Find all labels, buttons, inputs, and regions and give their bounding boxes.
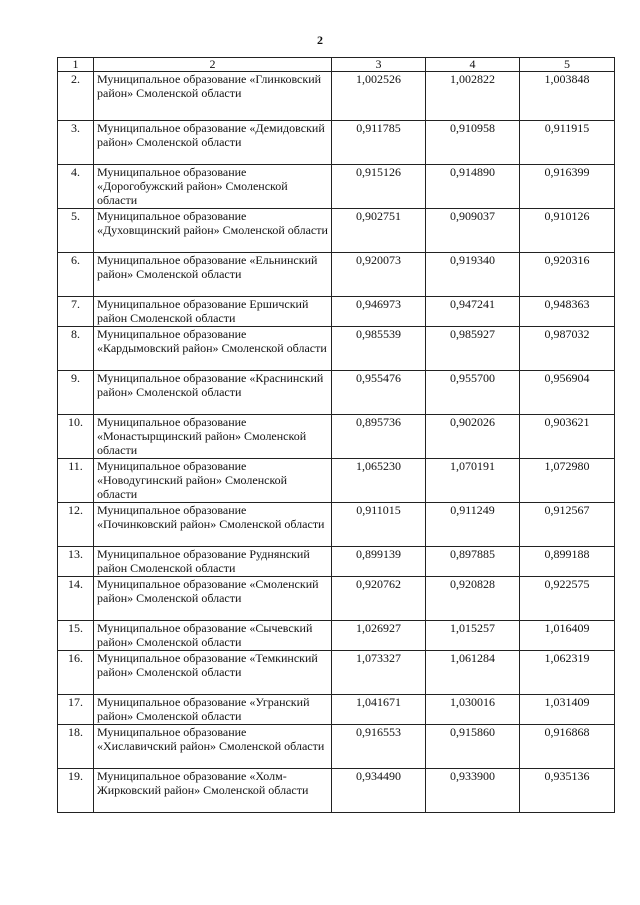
table-row	[58, 695, 615, 725]
row-number: 19.	[58, 769, 94, 813]
value-col-5: 0,987032	[520, 327, 615, 371]
value-col-3: 0,934490	[332, 769, 426, 813]
column-header: 2	[94, 58, 332, 72]
value-col-3: 0,985539	[332, 327, 426, 371]
municipality-name: Муниципальное образование «Ельнинский район» Смоленской области	[94, 253, 332, 297]
value-col-5: 1,062319	[520, 651, 615, 695]
column-header: 4	[426, 58, 520, 72]
municipality-name: Муниципальное образование «Демидовский район» Смоленской области	[94, 121, 332, 165]
value-col-5: 0,920316	[520, 253, 615, 297]
value-col-4: 0,911249	[426, 503, 520, 547]
municipality-name: Муниципальное образование «Смоленский район» Смоленской области	[94, 577, 332, 621]
municipality-name: Муниципальное образование «Дорогобужский район» Смоленской области	[94, 165, 332, 209]
municipality-name: Муниципальное образование «Краснинский район» Смоленской области	[94, 371, 332, 415]
value-col-3: 0,920762	[332, 577, 426, 621]
municipality-name: Муниципальное образование «Монастырщинский район» Смоленской области	[94, 415, 332, 459]
municipality-name: Муниципальное образование «Починковский район» Смоленской области	[94, 503, 332, 547]
table-row	[58, 769, 615, 813]
row-number: 14.	[58, 577, 94, 621]
table-row	[58, 577, 615, 621]
value-col-3: 1,041671	[332, 695, 426, 725]
row-number: 13.	[58, 547, 94, 577]
table-row	[58, 503, 615, 547]
value-col-4: 1,002822	[426, 72, 520, 121]
value-col-4: 0,919340	[426, 253, 520, 297]
value-col-5: 0,899188	[520, 547, 615, 577]
municipality-name: Муниципальное образование Руднянский район Смоленской области	[94, 547, 332, 577]
row-number: 10.	[58, 415, 94, 459]
value-col-5: 0,922575	[520, 577, 615, 621]
value-col-4: 1,015257	[426, 621, 520, 651]
table-row	[58, 297, 615, 327]
page-number: 2	[317, 33, 323, 47]
municipality-name: Муниципальное образование «Холм-Жирковский район» Смоленской области	[94, 769, 332, 813]
value-col-5: 0,935136	[520, 769, 615, 813]
value-col-5: 0,916868	[520, 725, 615, 769]
table-row	[58, 209, 615, 253]
value-col-3: 1,002526	[332, 72, 426, 121]
value-col-3: 0,899139	[332, 547, 426, 577]
row-number: 15.	[58, 621, 94, 651]
row-number: 18.	[58, 725, 94, 769]
row-number: 7.	[58, 297, 94, 327]
row-number: 16.	[58, 651, 94, 695]
column-header: 3	[332, 58, 426, 72]
row-number: 3.	[58, 121, 94, 165]
value-col-3: 0,911785	[332, 121, 426, 165]
value-col-4: 0,947241	[426, 297, 520, 327]
table-row	[58, 165, 615, 209]
value-col-4: 1,070191	[426, 459, 520, 503]
value-col-4: 1,030016	[426, 695, 520, 725]
value-col-5: 1,016409	[520, 621, 615, 651]
municipality-name: Муниципальное образование «Темкинский район» Смоленской области	[94, 651, 332, 695]
value-col-5: 0,956904	[520, 371, 615, 415]
value-col-4: 1,061284	[426, 651, 520, 695]
municipality-name: Муниципальное образование «Сычевский район» Смоленской области	[94, 621, 332, 651]
row-number: 8.	[58, 327, 94, 371]
row-number: 11.	[58, 459, 94, 503]
table-row	[58, 621, 615, 651]
row-number: 17.	[58, 695, 94, 725]
value-col-3: 0,920073	[332, 253, 426, 297]
value-col-4: 0,902026	[426, 415, 520, 459]
value-col-5: 0,911915	[520, 121, 615, 165]
municipality-name: Муниципальное образование Ершичский район Смоленской области	[94, 297, 332, 327]
value-col-4: 0,910958	[426, 121, 520, 165]
row-number: 9.	[58, 371, 94, 415]
value-col-3: 0,911015	[332, 503, 426, 547]
table-row	[58, 72, 615, 121]
table-row	[58, 371, 615, 415]
row-number: 6.	[58, 253, 94, 297]
row-number: 12.	[58, 503, 94, 547]
value-col-5: 0,910126	[520, 209, 615, 253]
municipality-name: Муниципальное образование «Глинковский район» Смоленской области	[94, 72, 332, 121]
municipality-name: Муниципальное образование «Хиславичский район» Смоленской области	[94, 725, 332, 769]
table-row	[58, 651, 615, 695]
value-col-4: 0,897885	[426, 547, 520, 577]
value-col-3: 1,073327	[332, 651, 426, 695]
municipality-name: Муниципальное образование «Угранский район» Смоленской области	[94, 695, 332, 725]
column-header: 5	[520, 58, 615, 72]
table-header-row	[58, 58, 615, 72]
municipality-name: Муниципальное образование «Кардымовский район» Смоленской области	[94, 327, 332, 371]
value-col-3: 0,902751	[332, 209, 426, 253]
value-col-5: 1,031409	[520, 695, 615, 725]
table-row	[58, 459, 615, 503]
value-col-5: 0,916399	[520, 165, 615, 209]
value-col-3: 0,955476	[332, 371, 426, 415]
value-col-4: 0,985927	[426, 327, 520, 371]
value-col-4: 0,914890	[426, 165, 520, 209]
table-row	[58, 121, 615, 165]
value-col-5: 0,912567	[520, 503, 615, 547]
value-col-4: 0,933900	[426, 769, 520, 813]
value-col-5: 1,003848	[520, 72, 615, 121]
row-number: 5.	[58, 209, 94, 253]
value-col-4: 0,909037	[426, 209, 520, 253]
municipality-name: Муниципальное образование «Духовщинский район» Смоленской области	[94, 209, 332, 253]
value-col-5: 1,072980	[520, 459, 615, 503]
value-col-3: 1,026927	[332, 621, 426, 651]
column-header: 1	[58, 58, 94, 72]
table-row	[58, 253, 615, 297]
row-number: 4.	[58, 165, 94, 209]
table-row	[58, 725, 615, 769]
value-col-4: 0,915860	[426, 725, 520, 769]
table-body	[58, 72, 615, 813]
value-col-3: 0,915126	[332, 165, 426, 209]
value-col-3: 0,916553	[332, 725, 426, 769]
value-col-3: 0,895736	[332, 415, 426, 459]
table-row	[58, 327, 615, 371]
value-col-4: 0,920828	[426, 577, 520, 621]
value-col-3: 1,065230	[332, 459, 426, 503]
table-row	[58, 415, 615, 459]
value-col-4: 0,955700	[426, 371, 520, 415]
coefficients-table	[57, 57, 615, 813]
municipality-name: Муниципальное образование «Новодугинский район» Смоленской области	[94, 459, 332, 503]
value-col-3: 0,946973	[332, 297, 426, 327]
value-col-5: 0,948363	[520, 297, 615, 327]
value-col-5: 0,903621	[520, 415, 615, 459]
row-number: 2.	[58, 72, 94, 121]
table-row	[58, 547, 615, 577]
